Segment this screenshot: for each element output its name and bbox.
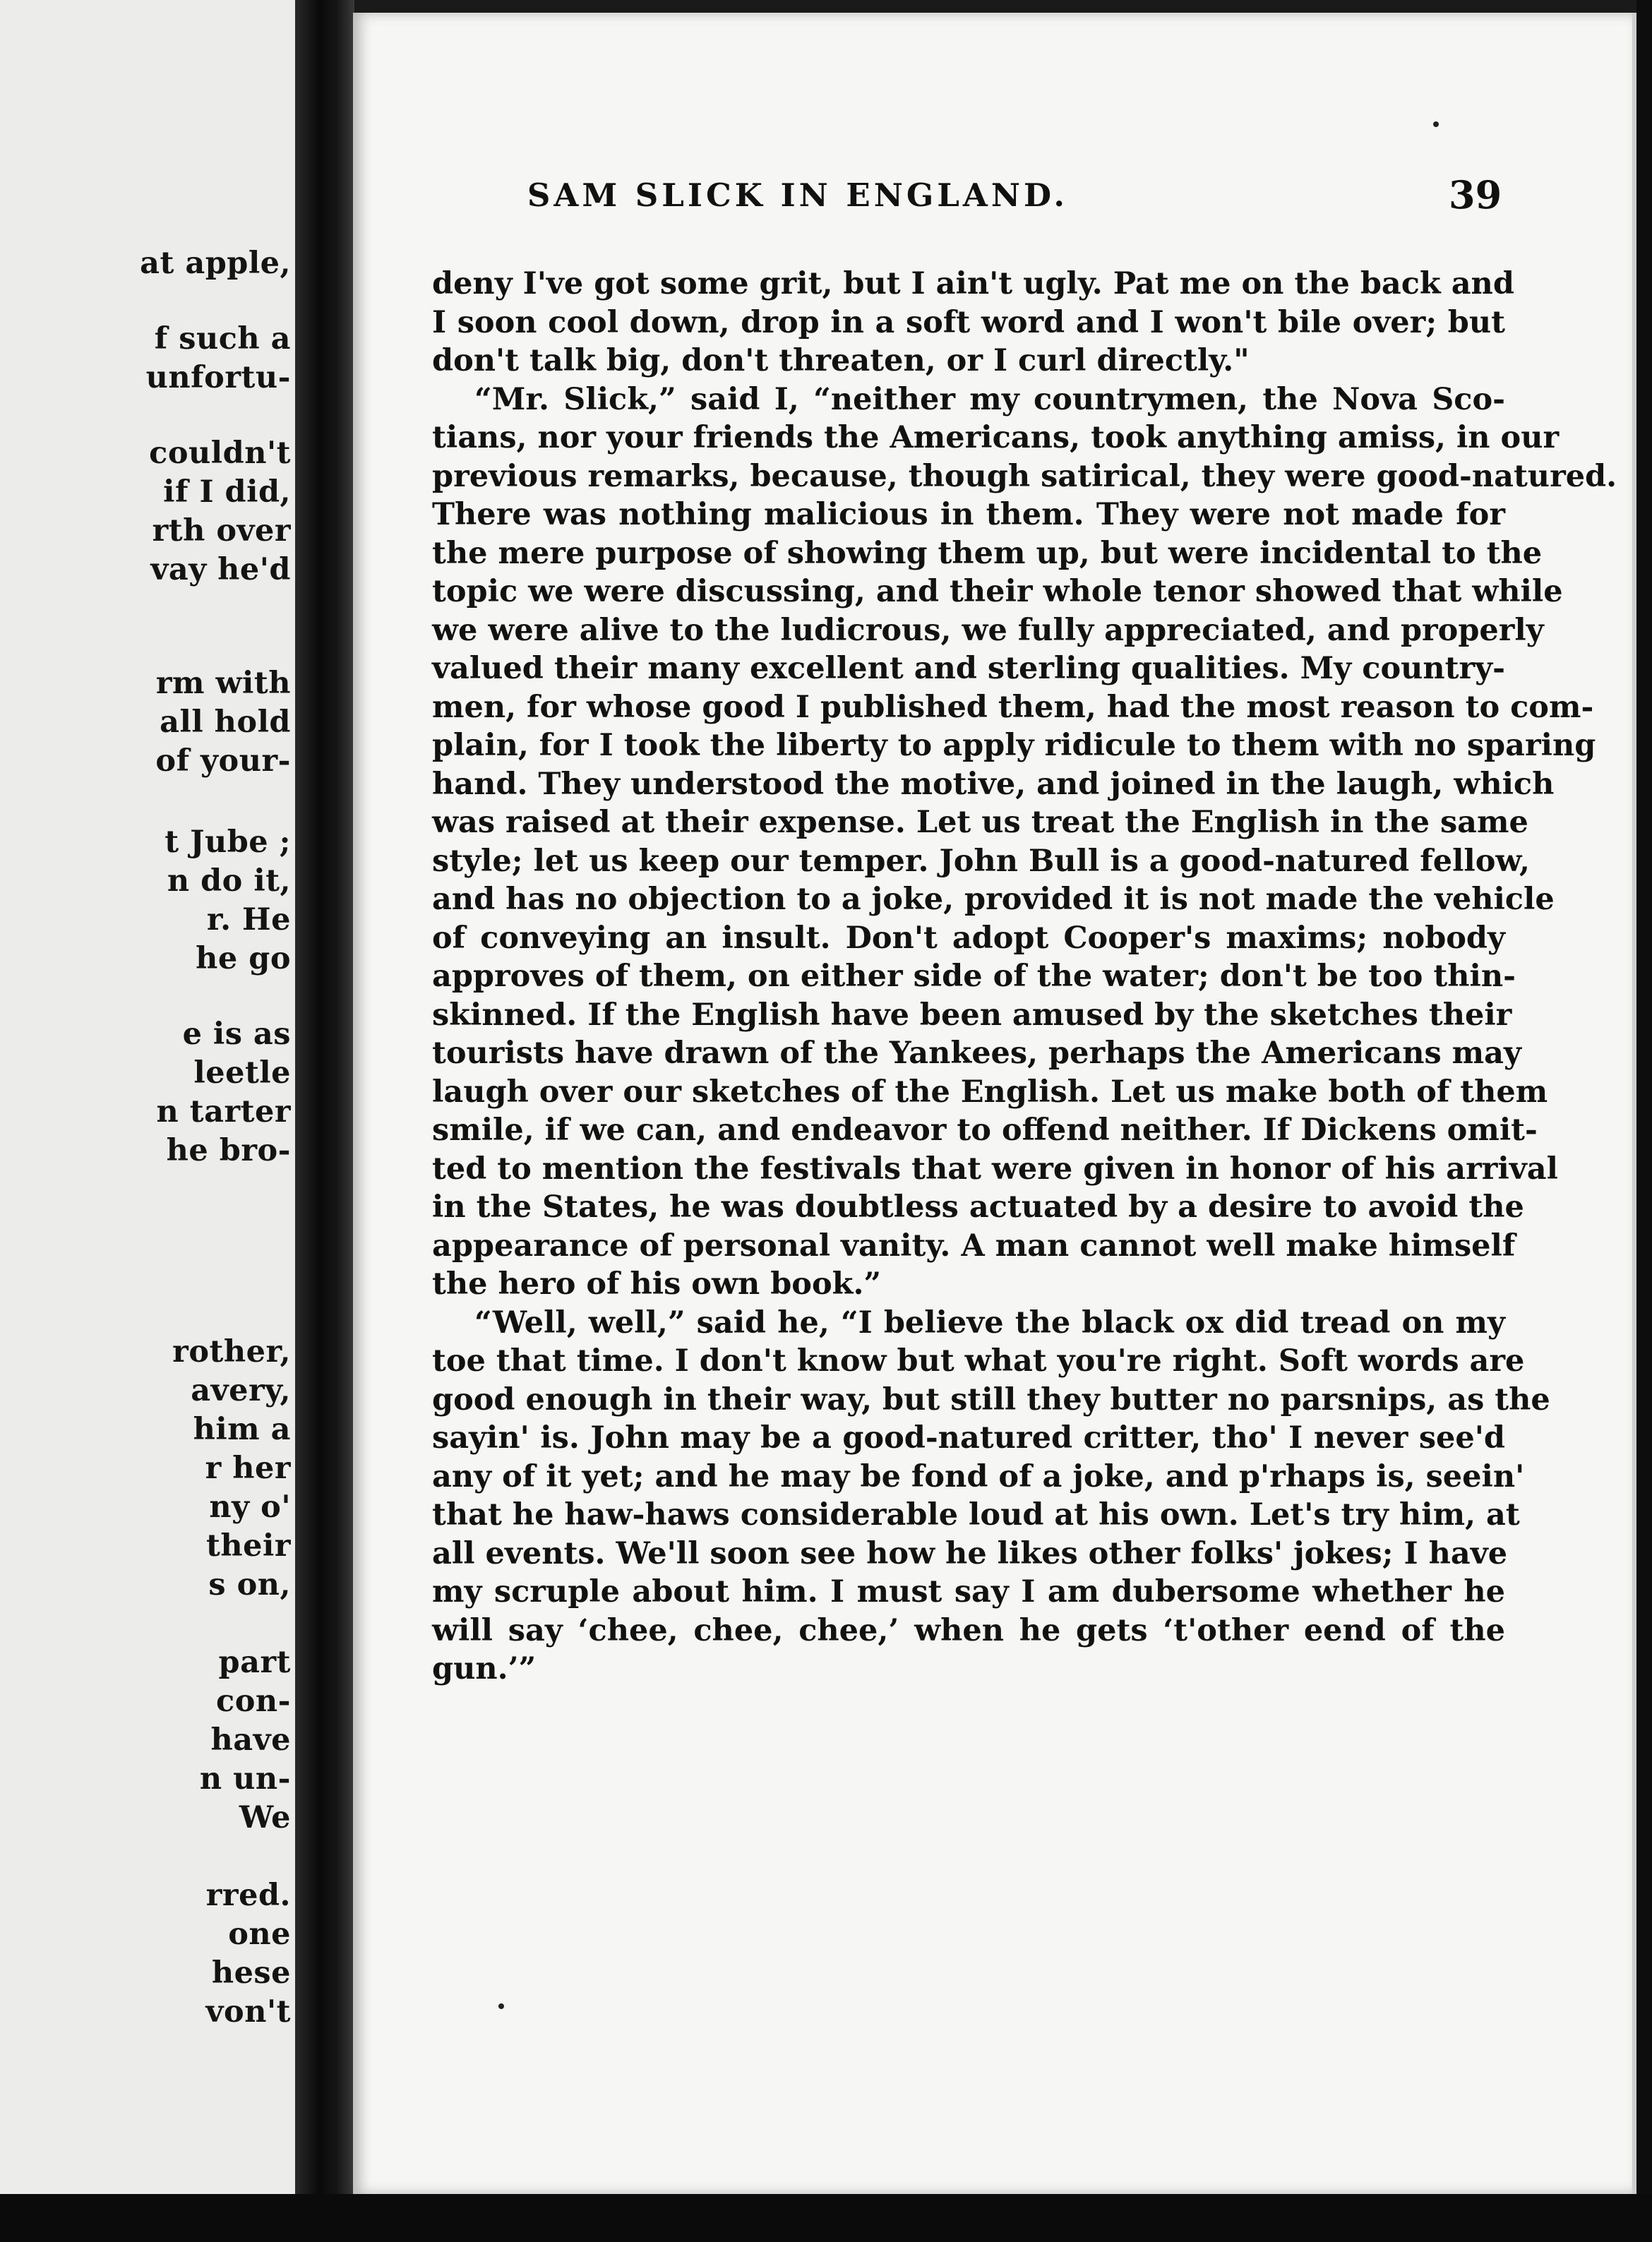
body-line: laugh over our sketches of the English. Let us make both of them [432, 1074, 1548, 1110]
left-page-line: of your- [155, 743, 291, 779]
left-page-line: leetle [193, 1055, 291, 1091]
body-line: gun.’” [432, 1651, 537, 1686]
body-line: smile, if we can, and endeavor to offend neither. If Dickens omit- [432, 1113, 1538, 1148]
left-page-line: n do it, [167, 863, 291, 899]
scan-edge-bottom [0, 2194, 1652, 2242]
left-page-line: con- [216, 1684, 291, 1719]
left-page-line: e is as [182, 1017, 291, 1052]
body-line: all events. We'll soon see how he likes other folks' jokes; I have [432, 1536, 1508, 1571]
body-line: men, for whose good I published them, had the most reason to com- [432, 690, 1594, 725]
body-line: I soon cool down, drop in a soft word and I won't bile over; but [432, 305, 1505, 340]
body-line: previous remarks, because, though satirical, they were good-natured. [432, 459, 1617, 494]
body-line: topic we were discussing, and their whole tenor showed that while [432, 574, 1563, 609]
body-line: sayin' is. John may be a good-natured critter, tho' I never see'd [432, 1420, 1505, 1456]
body-line: “Mr. Slick,” said I, “neither my countrymen, the Nova Sco- [474, 382, 1505, 417]
left-page-line: all hold [160, 705, 291, 740]
body-line: was raised at their expense. Let us treat the English in the same [432, 805, 1528, 840]
left-page-line: ny o' [209, 1489, 291, 1525]
left-page-line: avery, [191, 1373, 291, 1408]
body-line: any of it yet; and he may be fond of a joke, and p'rhaps is, seein' [432, 1459, 1525, 1494]
left-page-line: rother, [172, 1334, 291, 1369]
ink-speck [498, 2003, 504, 2009]
left-page-line: rm with [155, 666, 291, 701]
left-page-line: vay he'd [150, 552, 291, 587]
left-page-line: rred. [205, 1878, 291, 1913]
body-line: valued their many excellent and sterling qualities. My country- [432, 651, 1505, 686]
left-page-line: n un- [199, 1761, 291, 1797]
body-line: toe that time. I don't know but what you're right. Soft words are [432, 1343, 1525, 1379]
body-line: hand. They understood the motive, and joined in the laugh, which [432, 767, 1555, 802]
body-line: we were alive to the ludicrous, we fully appreciated, and properly [432, 613, 1544, 648]
left-page-line: hese [211, 1955, 291, 1991]
left-page-line: n tarter [156, 1094, 291, 1129]
body-line: deny I've got some grit, but I ain't ugly. Pat me on the back and [432, 266, 1514, 301]
left-page-line: rth over [152, 513, 291, 548]
running-head: SAM SLICK IN ENGLAND. [527, 176, 1069, 214]
body-line: tourists have drawn of the Yankees, perhaps the Americans may [432, 1036, 1522, 1071]
body-line: ted to mention the festivals that were given in honor of his arrival [432, 1151, 1558, 1187]
scan-edge-right [1636, 0, 1652, 2242]
left-page-line: he bro- [166, 1133, 291, 1168]
body-line: will say ‘chee, chee, chee,’ when he gets ‘t'other eend of the [432, 1613, 1505, 1648]
ink-speck [1433, 121, 1439, 127]
left-page-line: t Jube ; [164, 825, 291, 860]
page-number: 39 [1449, 172, 1502, 217]
body-line: There was nothing malicious in them. They were not made for [432, 497, 1505, 532]
body-line: style; let us keep our temper. John Bull is a good-natured fellow, [432, 844, 1530, 879]
body-line: “Well, well,” said he, “I believe the black ox did tread on my [474, 1305, 1505, 1341]
left-page-line: if I did, [163, 474, 291, 510]
left-page-line: one [228, 1917, 291, 1952]
left-page-line: him a [193, 1412, 291, 1447]
book-gutter [295, 0, 354, 2242]
body-line: that he haw-haws considerable loud at his own. Let's try him, at [432, 1497, 1520, 1533]
left-page-line: We [239, 1800, 291, 1835]
body-line: tians, nor your friends the Americans, took anything amiss, in our [432, 420, 1560, 455]
left-page-line: their [206, 1528, 291, 1564]
body-line: the hero of his own book.” [432, 1266, 882, 1302]
left-page-line: s on, [208, 1567, 291, 1602]
body-line: appearance of personal vanity. A man cannot well make himself [432, 1228, 1516, 1264]
body-line: approves of them, on either side of the water; don't be too thin- [432, 959, 1516, 994]
left-page-line: r. He [206, 902, 291, 937]
body-line: plain, for I took the liberty to apply ridicule to them with no sparing [432, 728, 1596, 763]
body-line: of conveying an insult. Don't adopt Cooper's maxims; nobody [432, 921, 1505, 956]
left-page-line: r her [205, 1451, 291, 1486]
left-page-line: f such a [154, 321, 291, 356]
left-page-line: at apple, [140, 246, 291, 281]
left-facing-page [0, 0, 304, 2242]
body-line: good enough in their way, but still they butter no parsnips, as the [432, 1382, 1550, 1417]
left-page-line: part [218, 1645, 291, 1680]
left-page-line: von't [205, 1994, 291, 2030]
body-line: my scruple about him. I must say I am dubersome whether he [432, 1574, 1505, 1609]
body-line: in the States, he was doubtless actuated by a desire to avoid the [432, 1189, 1524, 1225]
left-page-line: have [210, 1722, 291, 1758]
body-line: skinned. If the English have been amused by the sketches their [432, 997, 1512, 1033]
left-page-line: he go [196, 941, 291, 976]
body-line: and has no objection to a joke, provided it is not made the vehicle [432, 882, 1555, 917]
body-line: don't talk big, don't threaten, or I curl directly." [432, 343, 1250, 378]
left-page-line: couldn't [149, 436, 291, 471]
body-line: the mere purpose of showing them up, but were incidental to the [432, 536, 1543, 571]
left-page-line: unfortu- [145, 360, 291, 395]
